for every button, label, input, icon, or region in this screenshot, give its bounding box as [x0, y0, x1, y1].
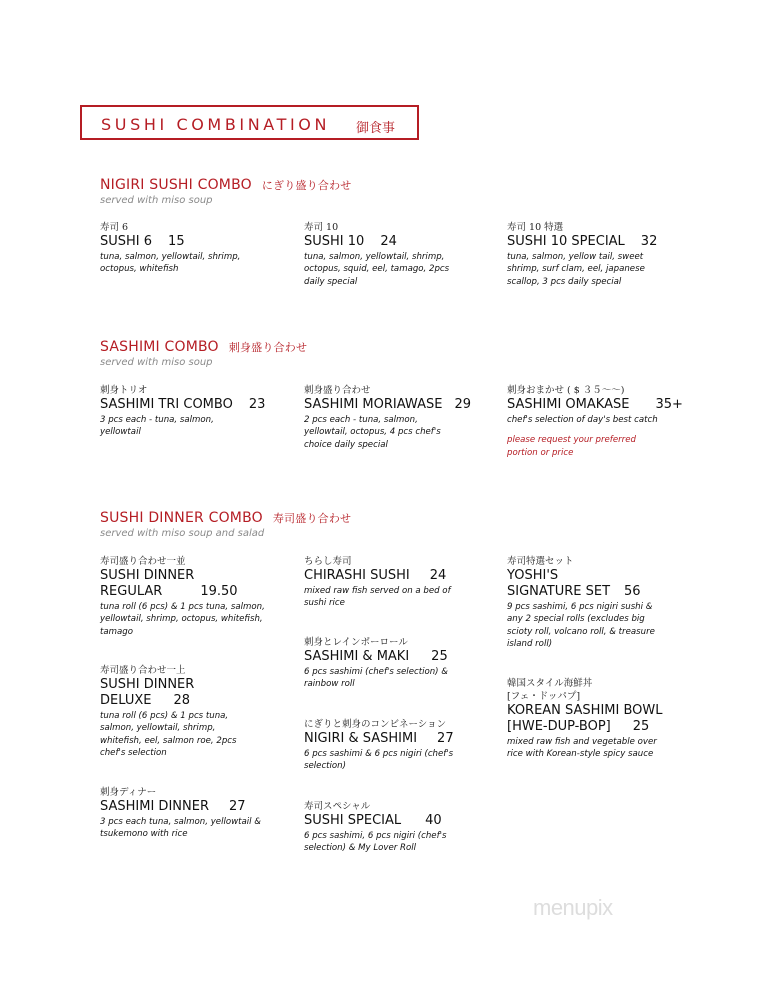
item-price: 24: [429, 568, 447, 583]
section-note: served with miso soup: [100, 195, 213, 206]
item-price: 23: [248, 397, 266, 412]
item-name-line1: YOSHI'S: [507, 568, 559, 583]
item-jp: 刺身盛り合わせ: [304, 385, 371, 396]
section-title: NIGIRI SUSHI COMBO: [100, 177, 252, 193]
item-price: 15: [168, 234, 185, 249]
nigiri-section-heading: [100, 177, 351, 206]
item-jp: 寿司盛り合わせ一並: [100, 556, 186, 567]
item-desc: 9 pcs sashimi, 6 pcs nigiri sushi & any 2 special rolls (excludes big scioty roll, volcano roll, & treasure island roll): [507, 602, 655, 649]
menu-title-box: [80, 105, 419, 140]
item-name: CHIRASHI SUSHI: [304, 568, 410, 583]
item-desc: 6 pcs sashimi & 6 pcs nigiri (chef's selection): [304, 749, 454, 772]
item-desc: 3 pcs each - tuna, salmon, yellowtail: [100, 415, 214, 438]
menu-item-korean-sashimi-bowl: [507, 677, 682, 761]
item-name: SUSHI 10 SPECIAL: [507, 234, 625, 249]
item-name: NIGIRI & SASHIMI: [304, 731, 418, 746]
item-price: 29: [454, 397, 471, 412]
menu-title: SUSHI COMBINATION: [101, 115, 331, 134]
item-jp: 寿司 10 特選: [507, 222, 564, 233]
menupix-watermark: menupix: [533, 895, 613, 920]
item-desc: tuna, salmon, yellowtail, shrimp, octopus, squid, eel, tamago, 2pcs daily special: [304, 252, 450, 287]
menu-item-sushi-dinner-regular: [100, 555, 270, 638]
item-desc: 6 pcs sashimi (chef's selection) & rainbow roll: [304, 667, 448, 690]
item-desc: 3 pcs each tuna, salmon, yellowtail & tsukemono with rice: [100, 817, 261, 840]
item-jp: 刺身ディナー: [100, 787, 157, 798]
item-desc: mixed raw fish and vegetable over rice with Korean-style spicy sauce: [507, 737, 657, 760]
item-jp: 刺身トリオ: [100, 385, 148, 396]
menu-item-sashimi-dinner: [100, 786, 270, 841]
item-jp: 寿司特選セット: [507, 556, 574, 567]
item-price: 28: [173, 693, 191, 708]
section-note: served with miso soup: [100, 357, 213, 368]
section-note: served with miso soup and salad: [100, 528, 265, 539]
item-name: SASHIMI MORIAWASE: [304, 397, 443, 412]
menu-item-sushi-special: [304, 800, 464, 855]
menu-item-nigiri-sashimi: [304, 718, 469, 773]
item-desc: tuna, salmon, yellowtail, shrimp, octopus, whitefish: [100, 252, 241, 275]
item-price: 32: [640, 234, 658, 249]
item-desc: mixed raw fish served on a bed of sushi rice: [304, 586, 451, 609]
menu-item-sushi-10: [304, 221, 464, 288]
menu-item-sushi-10-special: [507, 221, 667, 288]
item-name-line2: [HWE-DUP-BOP]: [507, 719, 611, 734]
item-desc: 2 pcs each - tuna, salmon, yellowtail, octopus, 4 pcs chef's choice daily special: [304, 415, 441, 450]
item-name: SASHIMI TRI COMBO: [100, 397, 233, 412]
section-title-jp: 刺身盛り合わせ: [228, 341, 308, 354]
item-name-line2: SIGNATURE SET: [507, 584, 611, 599]
item-name-line2: DELUXE: [100, 693, 152, 708]
item-jp: 刺身おまかせ ( $ ３５〜〜): [507, 385, 625, 396]
item-jp: 寿司スペシャル: [304, 801, 371, 812]
item-name-line2: REGULAR: [100, 584, 163, 599]
item-jp: 寿司盛り合わせ一上: [100, 665, 186, 676]
item-name: SASHIMI DINNER: [100, 799, 209, 814]
menu-item-sashimi-maki: [304, 636, 464, 691]
item-desc: tuna, salmon, yellow tail, sweet shrimp, surf clam, eel, japanese scallop, 3 pcs daily special: [507, 252, 645, 287]
item-note: please request your preferred portion or price: [507, 435, 636, 458]
item-price: 25: [431, 649, 448, 664]
item-price: 25: [632, 719, 650, 734]
menu-item-sushi-dinner-deluxe: [100, 664, 270, 759]
item-jp: にぎりと刺身のコンビネーション: [304, 719, 447, 730]
item-name-line1: KOREAN SASHIMI BOWL: [507, 703, 663, 718]
menu-item-sashimi-tri-combo: [100, 384, 270, 439]
section-title-jp: にぎり盛り合わせ: [261, 179, 352, 192]
item-name-line1: SUSHI DINNER: [100, 677, 195, 692]
item-jp: 韓国スタイル海鮮丼: [507, 678, 593, 689]
menu-item-sushi-6: [100, 221, 270, 276]
item-price: 56: [624, 584, 641, 599]
menu-title-jp: 御食事: [356, 121, 396, 136]
item-desc: chef's selection of day's best catch: [507, 415, 658, 425]
item-name: SUSHI SPECIAL: [304, 813, 402, 828]
item-name: SASHIMI OMAKASE: [507, 397, 630, 412]
menu-item-yoshis-signature-set: [507, 555, 672, 650]
item-price: 27: [228, 799, 246, 814]
item-jp: 寿司 6: [100, 222, 129, 233]
menu-item-sashimi-omakase: [507, 384, 683, 459]
section-title: SUSHI DINNER COMBO: [100, 510, 263, 526]
item-jp: 刺身とレインボーロール: [304, 637, 408, 648]
item-price: 40: [425, 813, 442, 828]
item-jp-reading: [フェ・ドッパプ]: [507, 691, 581, 702]
section-title: SASHIMI COMBO: [100, 339, 219, 355]
sashimi-section-heading: [100, 339, 307, 368]
item-price: 24: [380, 234, 397, 249]
menu-item-sashimi-moriawase: [304, 384, 474, 451]
item-name: SUSHI 10: [304, 234, 365, 249]
item-name-line1: SUSHI DINNER: [100, 568, 195, 583]
menu-item-chirashi-sushi: [304, 555, 464, 610]
item-jp: 寿司 10: [304, 222, 339, 233]
item-price: 19.50: [200, 584, 238, 599]
item-desc: tuna roll (6 pcs) & 1 pcs tuna, salmon, yellowtail, shrimp, octopus, whitefish, tamago: [100, 602, 265, 637]
dinner-section-heading: [100, 510, 351, 539]
item-desc: tuna roll (6 pcs) & 1 pcs tuna, salmon, yellowtail, shrimp, whitefish, eel, salmon roe, 2pcs chef's selection: [100, 711, 237, 758]
item-jp: ちらし寿司: [304, 556, 352, 567]
item-name: SUSHI 6: [100, 234, 153, 249]
section-title-jp: 寿司盛り合わせ: [272, 512, 352, 525]
item-name: SASHIMI & MAKI: [304, 649, 410, 664]
item-price: 35+: [655, 397, 683, 412]
item-price: 27: [437, 731, 454, 746]
item-desc: 6 pcs sashimi, 6 pcs nigiri (chef's selection) & My Lover Roll: [304, 831, 447, 854]
